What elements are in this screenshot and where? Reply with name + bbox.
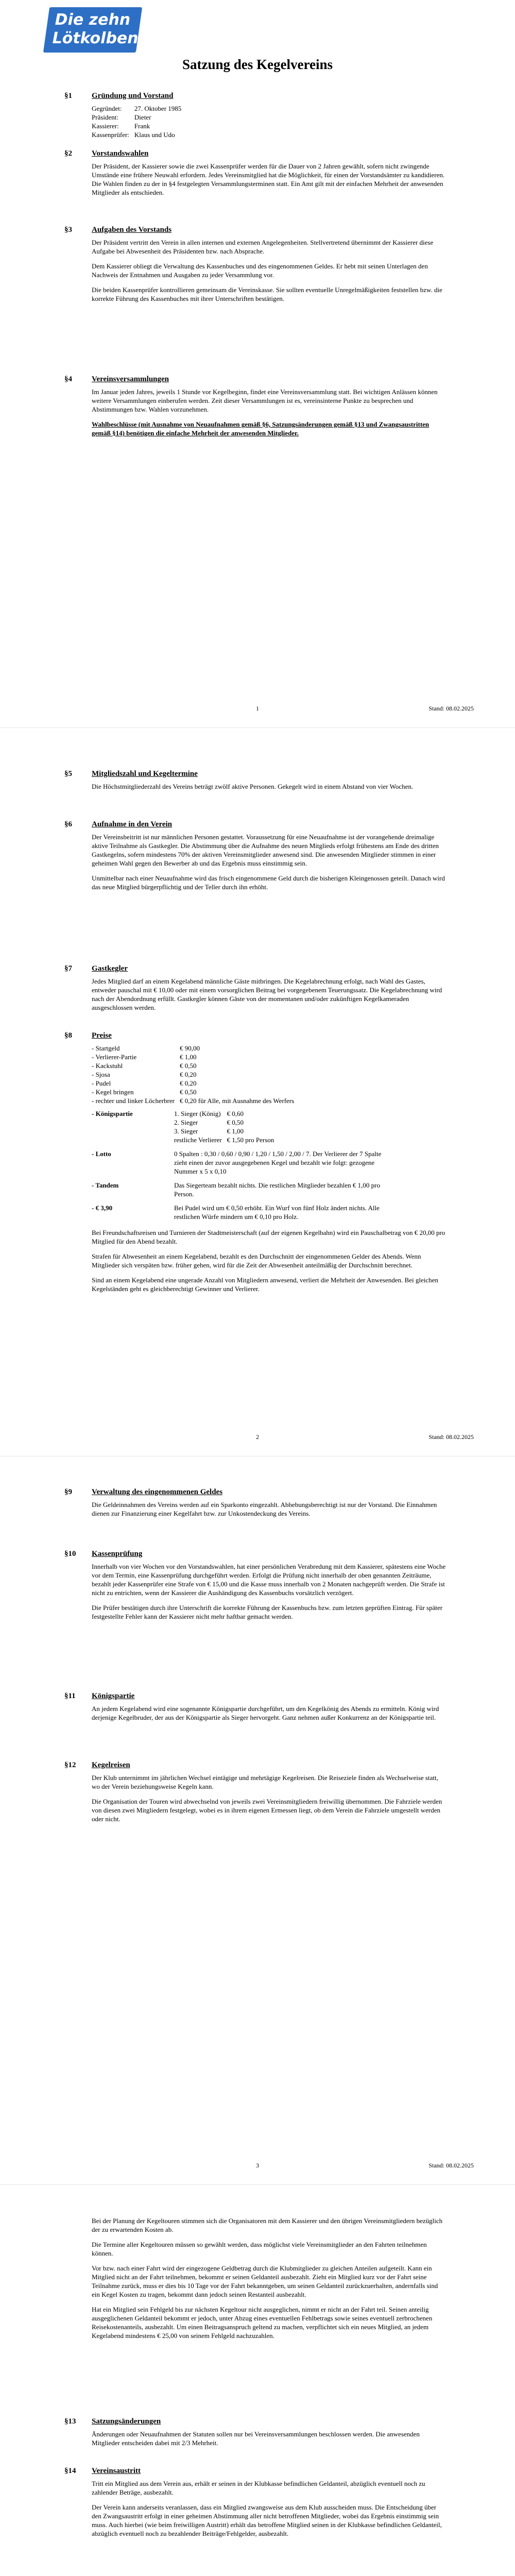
section-12-continued: Bei der Planung der Kegeltouren stimmen sich die Organisatoren mit dem Kassierer und den übrigen Vereinsmitgliedern bezüglich der zu erwartenden Kosten ab. Die Termine aller Kegeltouren müssen so gewählt werden, dass möglichst viele Vereinsmitglieder an den Fahrten teilnehmen können. Vor bzw. nach einer Fahrt wird der eingezogene Geldbetrag durch die Klubmitglieder zu gleichen Anteilen aufgeteilt. Kann ein Mitglied nicht an der Fahrt teilnehmen, bekommt er seinen Geldanteil ausbezahlt. Zieht ein Mitglied kurz vor der Fahrt seine Teilnahme zurück, muss er dies bis 10 Tage vor der Fahrt bekanntgeben, um seinen Geldanteil zurückzuerhalten, andernfalls sind ein Kegel Kosten zu tragen, bekommt dann jedoch seinen Restanteil ausbezahlt. Hat ein Mitglied sein Fehlgeld bis zur nächsten Kegeltour nicht ausgeglichen, nimmt er nicht an der Fahrt teil. Seinen anteilig ausgeglichenen Geldanteil bekommt er jedoch, unter Abzug eines eventuellen Fehlbetrags sowie seines eventuell zerbrochenen Reisekostenanteils, ausbezahlt. Um einen Beitragsanspruch geltend zu machen, verpflichtet sich ein neues Mitglied, an jedem Kegelabend mindestens € 25,00 von seinem Fehlgeld nachzuzahlen. [92,2217,443,2340]
footer-date: Stand: 08.02.2025 [428,705,474,712]
page-number: 1 [256,705,259,712]
section-4: §4 Vereinsversammlungen Im Januar jeden Jahres, jeweils 1 Stunde vor Kegelbeginn, findet eine Vereinsversammlung statt. Bei wichtigen Anlässen können weitere Versammlungen einberufen werden. Zeit dieser Versammlungen ist es, vereinsinterne Punkte zu besprechen und Abstimmungen bzw. Wahlen vorzunehmen. Wahlbeschlüsse (mit Ausnahme von Neuaufnahmen gemäß §6, Satzungsänderungen gemäß §13 und Zwangsaustritten gemäß §14) benötigen die einfache Mehrheit der anwesenden Mitglieder. [64,375,438,437]
koenig-table: - Königspartie 1. Sieger (König) € 0,60 2. Sieger € 0,50 3. Sieger € 1,00 restliche Verlierer € 1,50 pro Person [92,1110,274,1144]
section-3: §3 Aufgaben des Vorstands Der Präsident vertritt den Verein in allen internen und externen Angelegenheiten. Stellvertretend übernimmt der Kassierer diese Aufgabe bei Abwesenheit des Präsidenten bzw. nach Absprache. Dem Kassierer obliegt die Verwaltung des Kassenbuches und des eingenommenen Geldes. Er hebt mit seinen Unterlagen den Nachweis der Entnahmen und Ausgaben zu jeder Versammlung vor. Die beiden Kassenprüfer kontrollieren gemeinsam die Vereinskasse. Sie sollten eventuelle Unregelmäßigkeiten feststellen bzw. die korrekte Führung des Kassenbuches mit ihrer Unterschriften bestätigen. [64,226,442,302]
page-2 [0,728,515,1455]
section-7: §7 Gastkegler Jedes Mitglied darf an einem Kegelabend männliche Gäste mitbringen. Die Kegelabrechnung erfolgt, nach Wahl des Gastes, entweder pauschal mit € 10,00 oder mit einem vorsorglichen Beitrag bei vorgegebenem Teuerungssatz. Die Kegelabrechnung wird nach der Abendordnung erfüllt. Gastkegler können Gäste von der momentanen und/oder zukünftigen Kegelkameraden ausgeschlossen werden. [64,964,442,1011]
founding-table: Gegründet: 27. Oktober 1985 Präsident: Dieter Kassierer: Frank Kassenprüfer: Klaus und Udo [92,105,182,139]
section-2: §2 Vorstandswahlen Der Präsident, der Kassierer sowie die zwei Kassenprüfer werden für die Dauer von 2 Jahren gewählt, sofern nicht zwingende Umstände eine frühere Neuwahl erfordern. Jedes Vereinsmitglied hat die Möglichkeit, für einen der Vorstandsämter zu kandidieren. Die Wahlen finden zu der in §4 festgelegten Versammlungsterminen statt. Ein Amt gilt mit der einfachen Mehrheit der anwesenden Mitglieder als entschieden. [64,149,445,196]
page-number: 3 [256,2162,259,2169]
page-1 [0,0,515,726]
section-1: §1 Gründung und Vorstand Gegründet: 27. Oktober 1985 Präsident: Dieter Kassierer: Frank Kassenprüfer: Klaus und Udo [64,92,445,148]
lotto-table: - Lotto 0 Spalten : 0,30 / 0,60 / 0,90 / 1,20 / 1,50 / 2,00 / 7. Der Verlierer der 7 Spalte zieht einen der zuvor ausgegebenen Kegel und bezahlt wie folgt: gezogene Nummer x 5 x 0,10 [92,1150,382,1175]
pudel-table: - € 3,90 Bei Pudel wird um € 0,50 erhöht. Ein Wurf von fünf Holz ändert nichts. Alle restlichen Würfe mindern um € 0,10 pro Holz. [92,1204,380,1221]
section-8: §8 Preise - Startgeld € 90,00 - Verlierer-Partie € 1,00 - Kackstuhl € 0,50 - Sjosa € 0,20 - Pudel € 0,20 - Kegel bringen € 0,50 - rechter und linker Löcherbrer € 0,20 für Alle, mit Ausnahme des Werfers - Königspartie 1. Sieger (König) € 0,60 2. Sieger € 0,50 3. Sieger € 1,00 restliche Verlierer € 1,50 pro Person - Lotto 0 Spalten : 0,30 / 0,60 / 0,90 / 1,20 / 1,50 / 2,00 / 7. Der Verlierer der 7 Spalte zieht einen der zuvor ausgegebenen Kegel und bezahlt wie folgt: gezogene Nummer x 5 x 0,10 - Tandem Das Siegerteam bezahlt nichts. Die restlichen Mitglieder bezahlen € 1,00 pro Person. - € 3,90 Bei Pudel wird um € 0,50 erhöht. Ein Wurf von fünf Holz ändert nichts. Alle restlichen Würfe mindern um € 0,10 pro Holz. Bei Freundschaftsreisen und Turnieren der Stadtmeisterschaft (auf der eigenen Kegelbahn) wird ein Pauschalbetrag von € 20,00 pro Mitglied für den Abend bezahlt. Strafen für Abwesenheit an einem Kegelabend, bezahlt es den Durchschnitt der eingenommenen Gelder des Abends. Wenn Mitglieder sich verspäten bzw. früher gehen, wird für die Zeit der Abwesenheit anteilmäßig der Durchschnitt berechnet. Sind an einem Kegelabend eine ungerade Anzahl von Mitgliedern anwesend, verliert die Mehrheit der Anwesenden. Bei gleichen Kegelständen geht es gleichberechtigt Gewinner und Verlierer. [64,1031,445,1293]
page-separator [0,2184,515,2185]
page-separator [0,727,515,728]
page-4 [0,2185,515,2576]
page-number: 2 [256,1433,259,1440]
logo-line1: Die zehn [55,11,131,29]
footer-date: Stand: 08.02.2025 [428,2162,474,2169]
club-logo [43,7,142,53]
document-title: Satzung des Kegelvereins [182,57,333,72]
section-11: §11 Königspartie An jedem Kegelabend wird eine sogenannte Königspartie durchgeführt, um den Kegelkönig des Abends zu ermitteln. König wird derjenige Kegelbruder, der aus der Königspartie als Sieger hervorgeht. Ganz nehmen außer Konkurrenz an der Königspartie teil. [64,1692,439,1721]
price-table: - Startgeld € 90,00 - Verlierer-Partie € 1,00 - Kackstuhl € 0,50 - Sjosa € 0,20 - Pudel € 0,20 - Kegel bringen € 0,50 - rechter und linker Löcherbrer € 0,20 für Alle, mit Ausnahme des Werfers [92,1044,295,1105]
section-6: §6 Aufnahme in den Verein Der Vereinsbeitritt ist nur männlichen Personen gestattet. Voraussetzung für eine Neuaufnahme ist der vorangehende dreimalige aktive Teilnahme als Gastkegler. Die Abstimmung über die Aufnahme des neuen Mitglieds erfolgt frühestens am Ende des dritten Gastkegelns, sofern mindestens 70% der aktiven Vereinsmitglieder anwesend sind. Die anwesenden Mitglieder stimmen in einer geheimen Wahl gegen den Bewerber ab und das Ergebnis muss einstimmig sein. Unmittelbar nach einer Neuaufnahme wird das frisch eingenommene Geld durch die bisherigen Kleingenossen geteilt. Danach wird das neue Mitglied bürgerpflichtig und der Teller durch ihn erhöht. [64,820,445,891]
tandem-table: - Tandem Das Siegerteam bezahlt nichts. Die restlichen Mitglieder bezahlen € 1,00 pro Person. [92,1181,380,1198]
page-3 [0,1457,515,2183]
section-10: §10 Kassenprüfung Innerhalb von vier Wochen vor den Vorstandswahlen, hat einer persönlichen Verabredung mit dem Kassierer, spätestens eine Woche vor dem Termin, eine Kassenprüfung durchgeführt werden. Erfolgt die Prüfung nicht innerhalb der oben genannten Zeiträume, bezahlt jeder Kassenprüfer eine Strafe von € 15,00 und die Kasse muss innerhalb von 2 Monaten nachgeprüft werden. Die Strafe ist nicht zu entrichten, wenn der Kassierer die Aushändigung des Kassenbuchs vorsätzlich verzögert. Die Prüfer bestätigen durch ihre Unterschrift die korrekte Führung der Kassenbuchs bzw. zum letzten geprüften Eintrag. Für später festgestellte Fehler kann der Kassierer nicht mehr haftbar gemacht werden. [64,1550,446,1620]
logo-line2: Lötkolben [52,29,139,47]
section-9: §9 Verwaltung des eingenommenen Geldes Die Geldeinnahmen des Vereins werden auf ein Sparkonto eingezahlt. Abhebungsberechtigt ist nur der Vorstand. Die Einnahmen dienen zur Finanzierung einer Kegelfahrt bzw. zur Unkostendeckung des Vereins. [64,1488,437,1517]
section-14: §14 Vereinsaustritt Tritt ein Mitglied aus dem Verein aus, erhält er seinen in der Klubkasse befindlichen Geldanteil, abzüglich eventuell noch zu zahlender Beträge, ausbezahlt. Der Verein kann anderseits veranlassen, dass ein Mitglied zwangsweise aus dem Klub ausscheiden muss. Die Entscheidung über den Zwangsaustritt erfolgt in einer geheimen Abstimmung aller nicht betroffenen Mitglieder, wobei das Ergebnis einstimmig sein muss. Auch hierbei (wie beim freiwilligen Austritt) erhält das betroffene Mitglied seinen in der Klubkasse befindlichen Geldanteil, abzüglich eventuell noch zu bezahlender Beiträge/Fehlgelder, ausbezahlt. [64,2467,442,2537]
section-12: §12 Kegelreisen Der Klub unternimmt im jährlichen Wechsel eintägige und mehrtägige Kegelreisen. Die Reiseziele finden als Wechselweise statt, wo der Verein beziehungsweise Kegeln kann. Die Organisation der Touren wird abwechselnd von jeweils zwei Vereinsmitgliedern freiwillig übernommen. Die Fahrziele werden von diesen zwei Mitgliedern festgelegt, wobei es in ihrem eigenen Ermessen liegt, ob dem Verein die Fahrziele umgestellt werden oder nicht. [64,1761,442,1823]
section-13: §13 Satzungsänderungen Änderungen oder Neuaufnahmen der Statuten sollen nur bei Vereinsversammlungen beschlossen werden. Die anwesenden Mitglieder entscheiden dabei mit 2/3 Mehrheit. [64,2417,420,2447]
footer-date: Stand: 08.02.2025 [428,1433,474,1440]
section-5: §5 Mitgliedszahl und Kegeltermine Die Höchstmitgliederzahl des Vereins beträgt zwölf aktive Personen. Gekegelt wird in einem Abstand von vier Wochen. [64,770,414,790]
